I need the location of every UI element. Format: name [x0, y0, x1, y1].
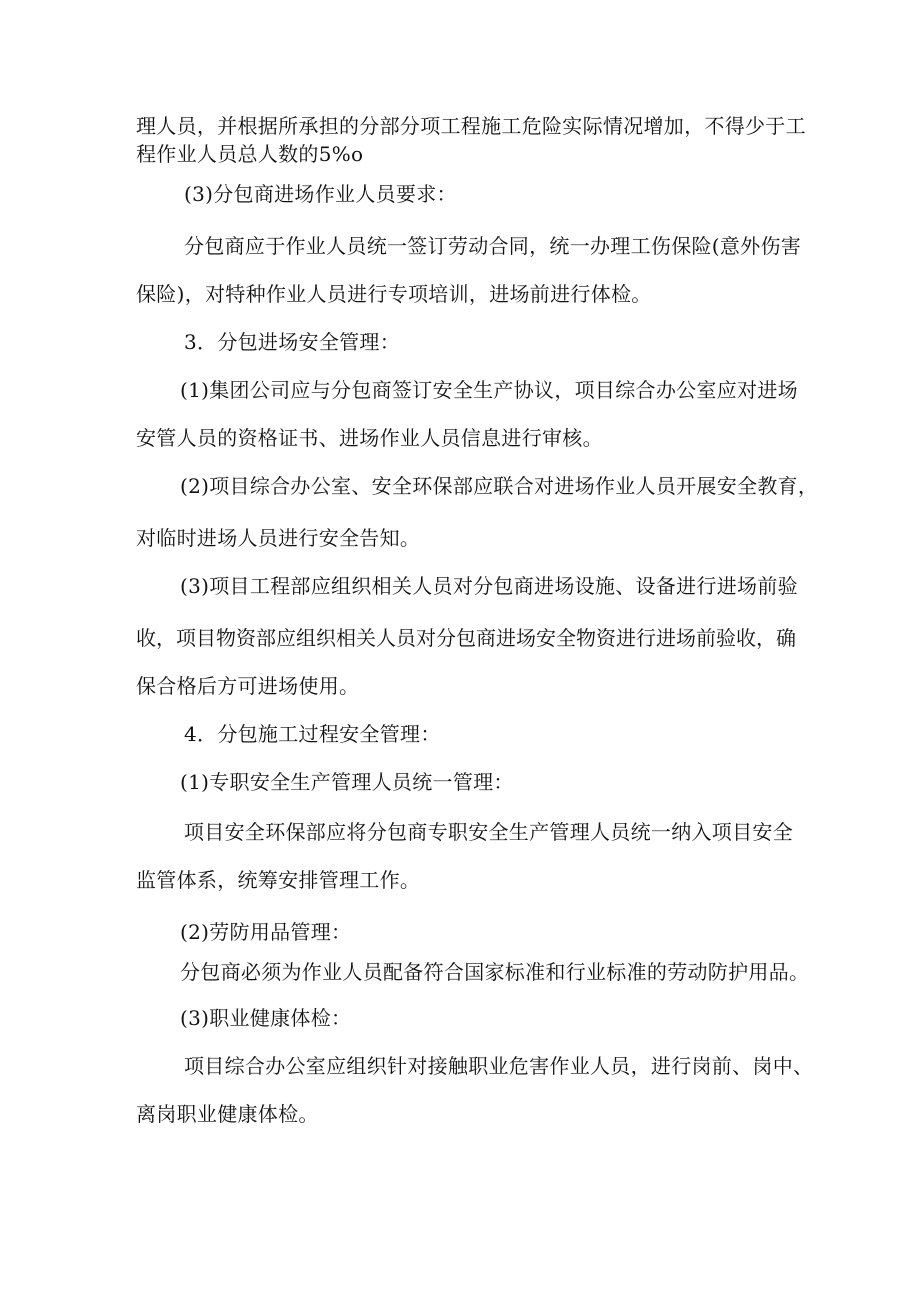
text-line: (3)职业健康体检： — [180, 1006, 352, 1030]
text-line: (3)分包商进场作业人员要求： — [184, 182, 457, 206]
text-line: (1)集团公司应与分包商签订安全生产协议，项目综合办公室应对进场 — [180, 378, 798, 402]
text-line: (2)项目综合办公室、安全环保部应联合对进场作业人员开展安全教育， — [180, 474, 819, 498]
text-line: 收，项目物资部应组织相关人员对分包商进场安全物资进行进场前验收，确 — [136, 626, 796, 650]
text-line: 离岗职业健康体检。 — [136, 1102, 319, 1126]
text-line: 项目综合办公室应组织针对接触职业危害作业人员，进行岗前、岗中、 — [184, 1054, 814, 1078]
text-line: 分包商必须为作业人员配备符合国家标准和行业标准的劳动防护用品。 — [180, 960, 810, 984]
text-line: 监管体系，统筹安排管理工作。 — [136, 868, 421, 892]
text-line: 分包商应于作业人员统一签订劳动合同，统一办理工伤保险(意外伤害 — [184, 234, 802, 258]
text-line: 对临时进场人员进行安全告知。 — [136, 526, 421, 550]
text-line: 保合格后方可进场使用。 — [136, 674, 360, 698]
text-line: 保险)，对特种作业人员进行专项培训，进场前进行体检。 — [136, 282, 652, 306]
text-line: 程作业人员总人数的5%o — [136, 142, 364, 166]
section-heading: 4．分包施工过程安全管理： — [184, 722, 441, 746]
text-line: 安管人员的资格证书、进场作业人员信息进行审核。 — [136, 426, 603, 450]
text-line: 项目安全环保部应将分包商专职安全生产管理人员统一纳入项目安全 — [184, 820, 793, 844]
text-line: (3)项目工程部应组织相关人员对分包商进场设施、设备进行进场前验 — [180, 574, 798, 598]
text-line: 理人员，并根据所承担的分部分项工程施工危险实际情况增加，不得少于工 — [136, 114, 806, 138]
text-line: (2)劳防用品管理： — [180, 920, 352, 944]
section-heading: 3．分包进场安全管理： — [184, 330, 401, 354]
text-line: (1)专职安全生产管理人员统一管理： — [180, 770, 514, 794]
